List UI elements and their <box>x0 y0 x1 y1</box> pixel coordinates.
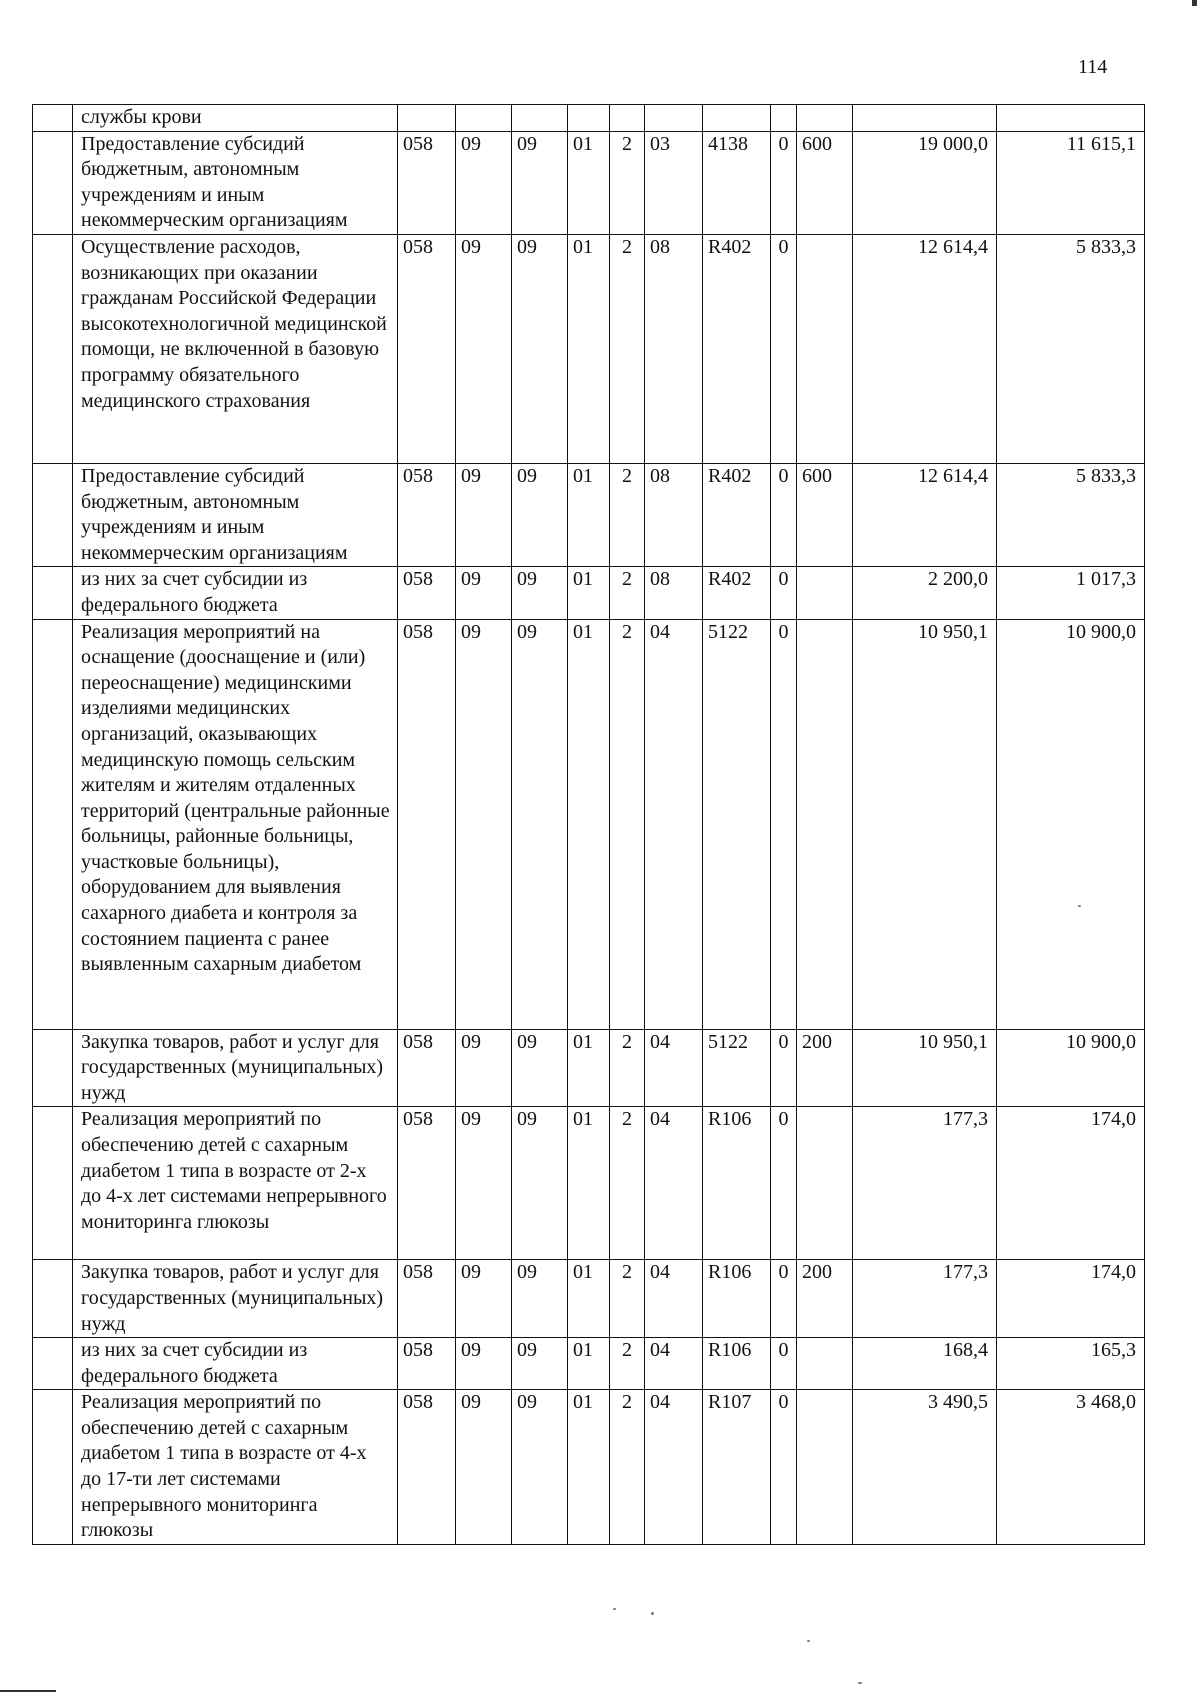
admin-code-cell: 058 <box>398 463 456 566</box>
subsection-cell: 09 <box>512 619 568 1029</box>
subsection-cell: 09 <box>512 131 568 234</box>
expense-type-cell <box>797 619 853 1029</box>
expense-name-cell: Закупка товаров, работ и услуг для государственных (муниципальных) нужд <box>73 1029 398 1107</box>
direction-code-cell: R106 <box>703 1260 771 1338</box>
executed-amount-cell: 174,0 <box>997 1260 1145 1338</box>
section-cell: 09 <box>456 1338 512 1390</box>
program-cell: 01 <box>568 1338 610 1390</box>
row-marker-cell <box>33 105 73 132</box>
section-cell: 09 <box>456 567 512 619</box>
admin-code-cell: 058 <box>398 1338 456 1390</box>
main-event-cell: 04 <box>645 1029 703 1107</box>
planned-amount-cell <box>853 105 997 132</box>
program-cell: 01 <box>568 1390 610 1545</box>
section-cell: 09 <box>456 1107 512 1260</box>
table-row <box>33 234 1145 463</box>
expense-name-cell: Реализация мероприятий по обеспечению детей с сахарным диабетом 1 типа в возрасте от 2-х до 4-х лет системами непрерывного мониторинга глюкозы <box>73 1107 398 1260</box>
main-event-cell: 08 <box>645 234 703 463</box>
table-row <box>33 463 1145 566</box>
executed-amount-cell: 3 468,0 <box>997 1390 1145 1545</box>
scan-edge-line <box>0 1690 56 1692</box>
expense-type-cell: 200 <box>797 1029 853 1107</box>
subsection-cell: 09 <box>512 1029 568 1107</box>
expense-type-cell: 600 <box>797 463 853 566</box>
section-cell: 09 <box>456 619 512 1029</box>
subsection-cell: 09 <box>512 567 568 619</box>
row-marker-cell <box>33 234 73 463</box>
executed-amount-cell <box>997 105 1145 132</box>
planned-amount-cell: 19 000,0 <box>853 131 997 234</box>
expense-name-cell: Предоставление субсидий бюджетным, автономным учреждениям и иным некоммерческим организациям <box>73 131 398 234</box>
subprogram-cell: 2 <box>610 1029 645 1107</box>
expense-name-cell: службы крови <box>73 105 398 132</box>
expense-name-cell: Закупка товаров, работ и услуг для государственных (муниципальных) нужд <box>73 1260 398 1338</box>
program-cell: 01 <box>568 1029 610 1107</box>
admin-code-cell: 058 <box>398 619 456 1029</box>
planned-amount-cell: 177,3 <box>853 1107 997 1260</box>
expense-name-cell: Реализация мероприятий на оснащение (дооснащение и (или) переоснащение) медицинскими изделиями медицинских организаций, оказывающих медицинскую помощь сельским жителям и жителям отдаленных территорий (центральные районные больницы, районные больницы, участковые больницы), оборудованием для выявления сахарного диабета и контроля за состоянием пациента с ранее выявленным сахарным диабетом <box>73 619 398 1029</box>
program-cell: 01 <box>568 567 610 619</box>
main-event-cell: 08 <box>645 463 703 566</box>
extra-code-cell: 0 <box>771 1390 797 1545</box>
section-cell: 09 <box>456 463 512 566</box>
table-row <box>33 1338 1145 1390</box>
expense-type-cell <box>797 1338 853 1390</box>
subprogram-cell: 2 <box>610 234 645 463</box>
subprogram-cell: 2 <box>610 1390 645 1545</box>
section-cell: 09 <box>456 1029 512 1107</box>
planned-amount-cell: 2 200,0 <box>853 567 997 619</box>
extra-code-cell: 0 <box>771 567 797 619</box>
direction-code-cell: R402 <box>703 234 771 463</box>
admin-code-cell <box>398 105 456 132</box>
main-event-cell: 04 <box>645 1107 703 1260</box>
budget-table <box>32 104 1145 1545</box>
admin-code-cell: 058 <box>398 131 456 234</box>
page-number: 114 <box>1078 56 1108 78</box>
row-marker-cell <box>33 1260 73 1338</box>
row-marker-cell <box>33 1029 73 1107</box>
program-cell: 01 <box>568 619 610 1029</box>
main-event-cell: 04 <box>645 1338 703 1390</box>
extra-code-cell: 0 <box>771 619 797 1029</box>
scan-speck <box>807 1640 810 1642</box>
direction-code-cell: 4138 <box>703 131 771 234</box>
row-marker-cell <box>33 619 73 1029</box>
table-row <box>33 105 1145 132</box>
admin-code-cell: 058 <box>398 234 456 463</box>
main-event-cell: 04 <box>645 619 703 1029</box>
direction-code-cell: R106 <box>703 1338 771 1390</box>
admin-code-cell: 058 <box>398 1260 456 1338</box>
direction-code-cell: R402 <box>703 463 771 566</box>
table-row <box>33 1107 1145 1260</box>
extra-code-cell: 0 <box>771 234 797 463</box>
scan-speck <box>613 1608 616 1610</box>
executed-amount-cell: 5 833,3 <box>997 234 1145 463</box>
planned-amount-cell: 3 490,5 <box>853 1390 997 1545</box>
extra-code-cell: 0 <box>771 463 797 566</box>
expense-type-cell: 600 <box>797 131 853 234</box>
subprogram-cell: 2 <box>610 1107 645 1260</box>
expense-type-cell <box>797 567 853 619</box>
subprogram-cell: 2 <box>610 131 645 234</box>
subprogram-cell: 2 <box>610 567 645 619</box>
admin-code-cell: 058 <box>398 1107 456 1260</box>
subsection-cell: 09 <box>512 1107 568 1260</box>
extra-code-cell: 0 <box>771 131 797 234</box>
program-cell: 01 <box>568 234 610 463</box>
subprogram-cell: 2 <box>610 1338 645 1390</box>
scan-speck <box>1078 905 1081 907</box>
section-cell: 09 <box>456 1390 512 1545</box>
program-cell: 01 <box>568 463 610 566</box>
expense-name-cell: из них за счет субсидии из федерального бюджета <box>73 567 398 619</box>
executed-amount-cell: 174,0 <box>997 1107 1145 1260</box>
table-row <box>33 619 1145 1029</box>
planned-amount-cell: 168,4 <box>853 1338 997 1390</box>
scan-speck <box>651 1612 654 1615</box>
program-cell <box>568 105 610 132</box>
table-row <box>33 567 1145 619</box>
main-event-cell: 08 <box>645 567 703 619</box>
expense-type-cell <box>797 1390 853 1545</box>
table-row <box>33 1390 1145 1545</box>
program-cell: 01 <box>568 131 610 234</box>
row-marker-cell <box>33 463 73 566</box>
table-row <box>33 1029 1145 1107</box>
section-cell: 09 <box>456 1260 512 1338</box>
subsection-cell: 09 <box>512 1260 568 1338</box>
section-cell <box>456 105 512 132</box>
expense-type-cell: 200 <box>797 1260 853 1338</box>
extra-code-cell <box>771 105 797 132</box>
expense-name-cell: из них за счет субсидии из федерального бюджета <box>73 1338 398 1390</box>
row-marker-cell <box>33 1338 73 1390</box>
section-cell: 09 <box>456 131 512 234</box>
table-row <box>33 1260 1145 1338</box>
table-body <box>33 105 1145 1545</box>
expense-type-cell <box>797 105 853 132</box>
main-event-cell: 03 <box>645 131 703 234</box>
subprogram-cell: 2 <box>610 463 645 566</box>
planned-amount-cell: 10 950,1 <box>853 1029 997 1107</box>
expense-name-cell: Предоставление субсидий бюджетным, автономным учреждениям и иным некоммерческим организациям <box>73 463 398 566</box>
executed-amount-cell: 10 900,0 <box>997 619 1145 1029</box>
executed-amount-cell: 11 615,1 <box>997 131 1145 234</box>
subprogram-cell: 2 <box>610 619 645 1029</box>
subsection-cell: 09 <box>512 234 568 463</box>
executed-amount-cell: 5 833,3 <box>997 463 1145 566</box>
extra-code-cell: 0 <box>771 1260 797 1338</box>
expense-name-cell: Осуществление расходов, возникающих при оказании гражданам Российской Федерации высокотехнологичной медицинской помощи, не включенной в базовую программу обязательного медицинского страхования <box>73 234 398 463</box>
planned-amount-cell: 10 950,1 <box>853 619 997 1029</box>
executed-amount-cell: 1 017,3 <box>997 567 1145 619</box>
direction-code-cell <box>703 105 771 132</box>
planned-amount-cell: 177,3 <box>853 1260 997 1338</box>
direction-code-cell: 5122 <box>703 1029 771 1107</box>
main-event-cell: 04 <box>645 1390 703 1545</box>
scan-speck <box>858 1682 862 1684</box>
table-row <box>33 131 1145 234</box>
expense-name-cell: Реализация мероприятий по обеспечению детей с сахарным диабетом 1 типа в возрасте от 4-х до 17-ти лет системами непрерывного мониторинга глюкозы <box>73 1390 398 1545</box>
executed-amount-cell: 165,3 <box>997 1338 1145 1390</box>
admin-code-cell: 058 <box>398 1029 456 1107</box>
subsection-cell: 09 <box>512 1338 568 1390</box>
subsection-cell <box>512 105 568 132</box>
planned-amount-cell: 12 614,4 <box>853 234 997 463</box>
direction-code-cell: 5122 <box>703 619 771 1029</box>
main-event-cell <box>645 105 703 132</box>
row-marker-cell <box>33 131 73 234</box>
extra-code-cell: 0 <box>771 1107 797 1260</box>
expense-type-cell <box>797 234 853 463</box>
row-marker-cell <box>33 1390 73 1545</box>
program-cell: 01 <box>568 1107 610 1260</box>
extra-code-cell: 0 <box>771 1029 797 1107</box>
direction-code-cell: R107 <box>703 1390 771 1545</box>
subsection-cell: 09 <box>512 1390 568 1545</box>
subprogram-cell: 2 <box>610 1260 645 1338</box>
subprogram-cell <box>610 105 645 132</box>
direction-code-cell: R106 <box>703 1107 771 1260</box>
extra-code-cell: 0 <box>771 1338 797 1390</box>
admin-code-cell: 058 <box>398 567 456 619</box>
row-marker-cell <box>33 1107 73 1260</box>
direction-code-cell: R402 <box>703 567 771 619</box>
subsection-cell: 09 <box>512 463 568 566</box>
main-event-cell: 04 <box>645 1260 703 1338</box>
expense-type-cell <box>797 1107 853 1260</box>
scan-mark <box>1192 0 1197 6</box>
executed-amount-cell: 10 900,0 <box>997 1029 1145 1107</box>
planned-amount-cell: 12 614,4 <box>853 463 997 566</box>
section-cell: 09 <box>456 234 512 463</box>
row-marker-cell <box>33 567 73 619</box>
admin-code-cell: 058 <box>398 1390 456 1545</box>
program-cell: 01 <box>568 1260 610 1338</box>
